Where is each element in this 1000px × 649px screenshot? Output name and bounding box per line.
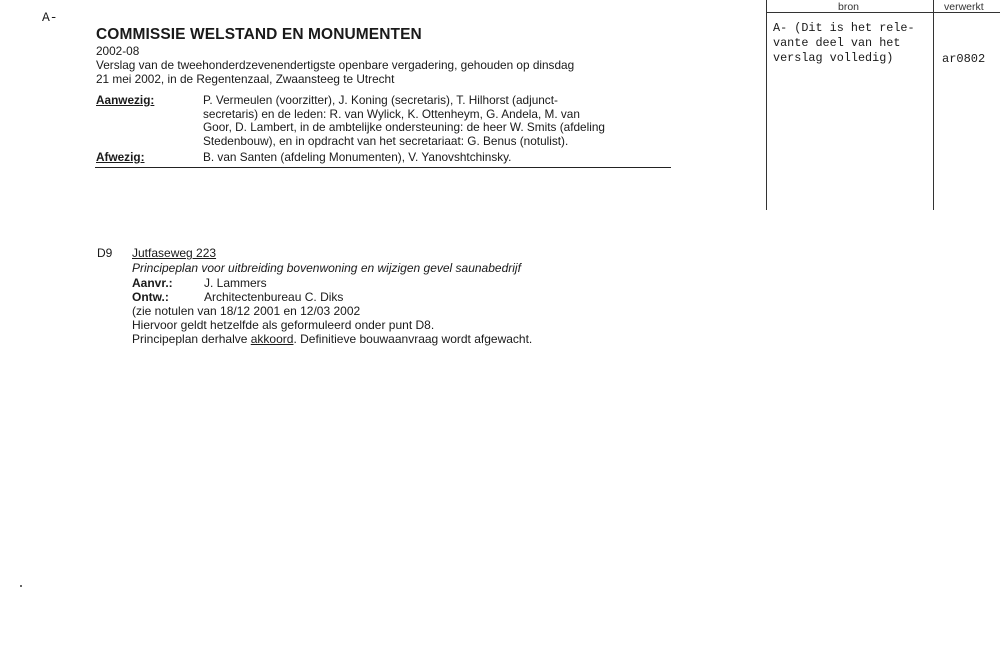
intro-line: Verslag van de tweehonderdzevenendertigste openbare vergadering, gehouden op dinsdag — [96, 58, 575, 72]
decision-suffix: . Definitieve bouwaanvraag wordt afgewacht. — [293, 332, 533, 346]
applicant-value: J. Lammers — [204, 276, 267, 290]
item-title: Jutfaseweg 223 — [132, 246, 217, 260]
designer-value: Architectenbureau C. Diks — [204, 290, 344, 304]
notes-reference: (zie notulen van 18/12 2001 en 12/03 2002 — [132, 304, 361, 318]
intro-line: 21 mei 2002, in de Regentenzaal, Zwaansteeg te Utrecht — [96, 71, 395, 86]
item-number: D9 — [97, 246, 113, 260]
document-code: 2002-08 — [96, 44, 140, 58]
present-list — [203, 94, 683, 148]
decision-line — [132, 332, 532, 346]
bron-table-left-border — [766, 0, 767, 210]
scan-speck — [20, 585, 22, 587]
bron-note-line: verslag volledig) — [773, 51, 894, 65]
bron-table-column-divider — [933, 0, 934, 210]
bron-note — [773, 21, 931, 66]
absent-list: B. van Santen (afdeling Monumenten), V. Yanovshtchinsky. — [203, 150, 512, 164]
absent-label: Afwezig: — [96, 150, 145, 164]
same-as-note: Hiervoor geldt hetzelfde als geformuleerd onder punt D8. — [132, 318, 435, 332]
verwerkt-column-header: verwerkt — [944, 1, 984, 13]
present-line: Stedenbouw), en in opdracht van het secretariaat: G. Benus (notulist). — [203, 133, 569, 148]
bron-column-header: bron — [838, 1, 860, 13]
decision-prefix: Principeplan derhalve — [132, 332, 251, 346]
document-title: COMMISSIE WELSTAND EN MONUMENTEN — [96, 26, 422, 43]
designer-label: Ontw.: — [132, 290, 169, 304]
item-subtitle: Principeplan voor uitbreiding bovenwoning en wijzigen gevel saunabedrijf — [132, 261, 521, 275]
present-label: Aanwezig: — [96, 93, 155, 107]
present-line: secretaris) en de leden: R. van Wylick, K. Ottenheym, G. Andela, M. van — [203, 106, 580, 121]
margin-marker: A- — [42, 10, 58, 25]
bron-note-line: vante deel van het — [773, 36, 901, 50]
verwerkt-code: ar0802 — [942, 52, 986, 66]
document-intro — [96, 59, 666, 86]
decision-word: akkoord — [250, 332, 294, 346]
header-divider — [95, 167, 671, 168]
applicant-label: Aanvr.: — [132, 276, 173, 290]
present-line: P. Vermeulen (voorzitter), J. Koning (secretaris), T. Hilhorst (adjunct- — [203, 93, 558, 107]
bron-note-line: A- (Dit is het rele- — [773, 21, 915, 35]
present-line: Goor, D. Lambert, in de ambtelijke ondersteuning: de heer W. Smits (afdeling — [203, 120, 605, 135]
